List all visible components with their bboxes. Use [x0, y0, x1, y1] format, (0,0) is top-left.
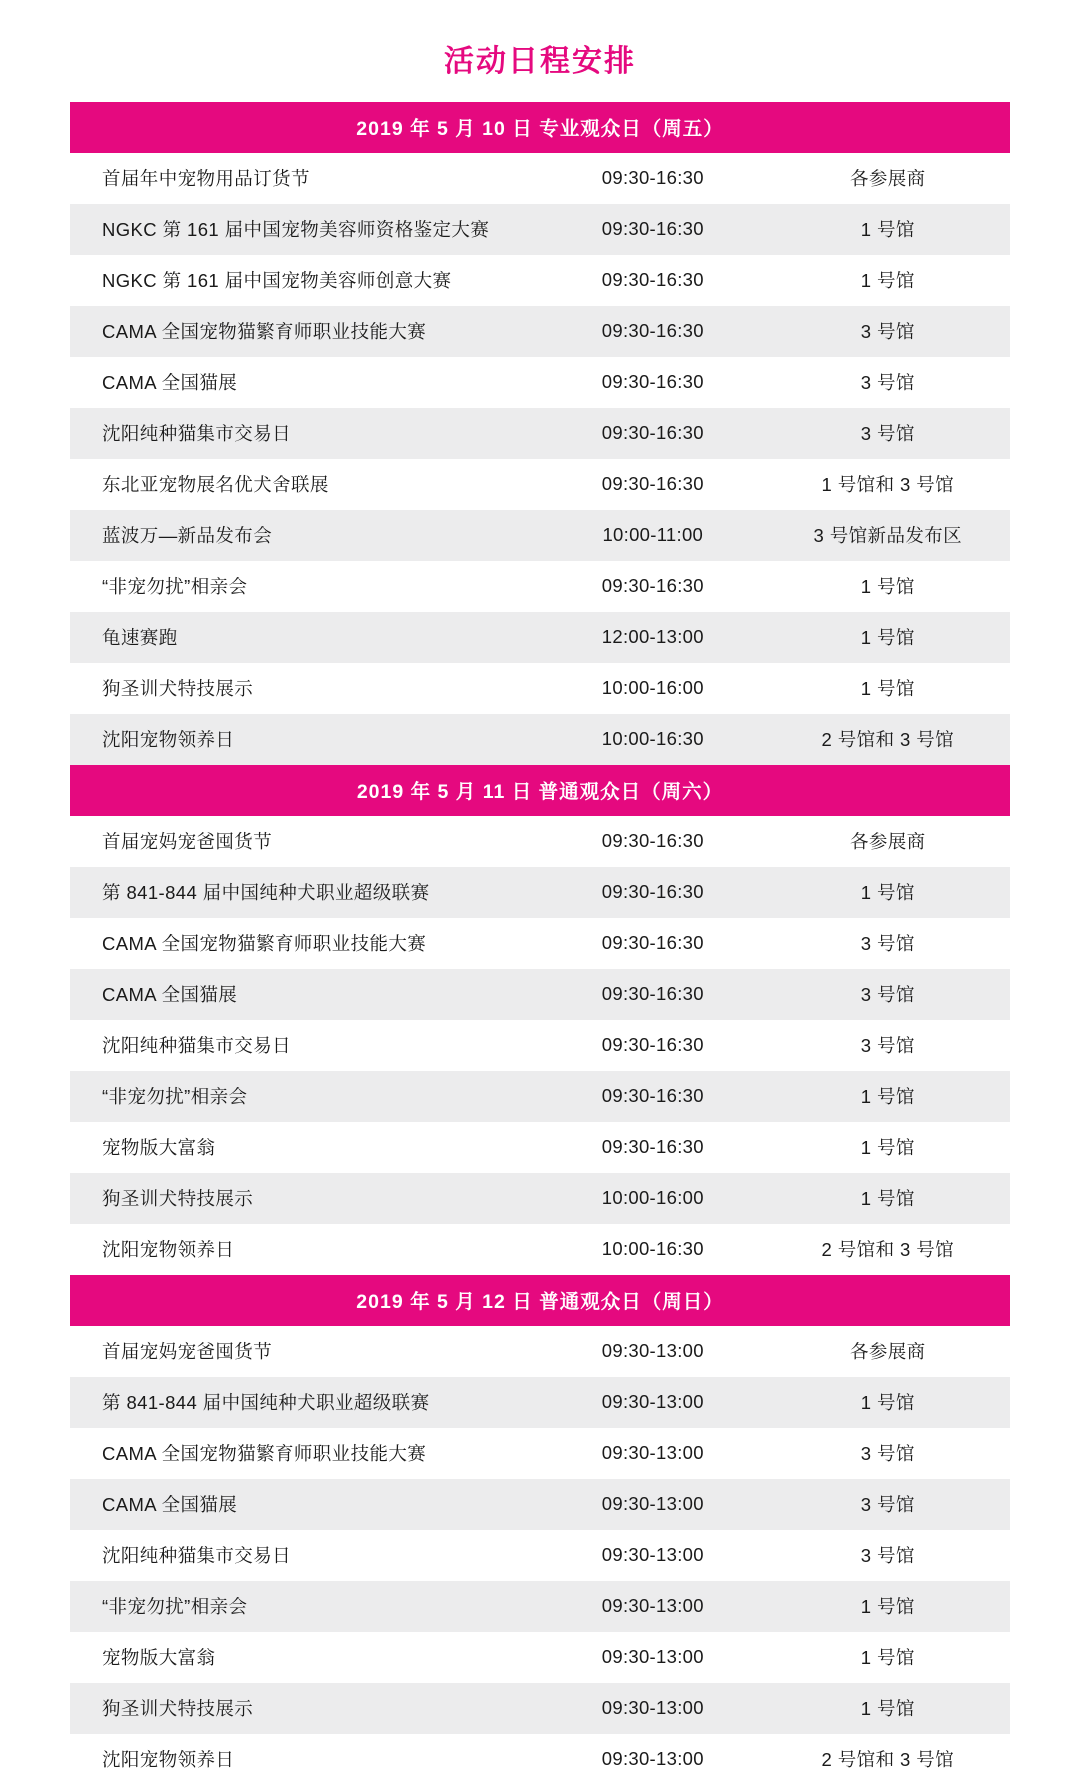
event-time-cell: 10:00-16:00 — [601, 677, 704, 698]
event-name-cell: 沈阳纯种猫集市交易日 — [70, 408, 540, 459]
event-name-cell: 沈阳宠物领养日 — [102, 1239, 235, 1260]
event-name-cell: 首届年中宠物用品订货节 — [102, 168, 310, 189]
event-venue-cell: 1 号馆 — [766, 1683, 1010, 1734]
event-venue-cell: 3 号馆 — [766, 969, 1010, 1020]
table-row — [70, 510, 1010, 561]
event-name-cell: 东北亚宠物展名优犬舍联展 — [102, 474, 329, 495]
event-name-cell: 沈阳宠物领养日 — [70, 714, 540, 765]
page-title: 活动日程安排 — [444, 45, 636, 78]
table-row — [70, 153, 1010, 204]
day-header-row — [70, 102, 1010, 153]
event-time-cell: 10:00-16:30 — [540, 714, 766, 765]
event-name-cell: 宠物版大富翁 — [102, 1137, 216, 1158]
table-row — [70, 1530, 1010, 1581]
event-time-cell: 09:30-16:30 — [540, 204, 766, 255]
table-row — [70, 714, 1010, 765]
event-time-cell: 09:30-13:00 — [540, 1683, 766, 1734]
event-time-cell: 09:30-16:30 — [601, 167, 704, 188]
event-venue-cell: 3 号馆 — [766, 306, 1010, 357]
table-row — [70, 561, 1010, 612]
event-time-cell: 09:30-13:00 — [601, 1340, 704, 1361]
event-time-cell: 09:30-13:00 — [601, 1544, 704, 1565]
event-name-cell: NGKC 第 161 届中国宠物美容师资格鉴定大赛 — [70, 204, 540, 255]
event-venue-cell: 1 号馆 — [766, 1173, 1010, 1224]
table-row — [70, 1734, 1010, 1785]
event-venue-cell: 2 号馆和 3 号馆 — [821, 1749, 955, 1770]
table-row — [70, 306, 1010, 357]
table-row — [70, 663, 1010, 714]
event-name-cell: 沈阳纯种猫集市交易日 — [102, 1035, 292, 1056]
table-row — [70, 1479, 1010, 1530]
event-time-cell: 09:30-16:30 — [601, 830, 704, 851]
event-venue-cell: 2 号馆和 3 号馆 — [821, 1239, 955, 1260]
table-row — [70, 867, 1010, 918]
event-name-cell: “非宠勿扰”相亲会 — [102, 576, 248, 597]
event-time-cell: 09:30-16:30 — [601, 1034, 704, 1055]
event-venue-cell: 3 号馆 — [860, 1035, 915, 1056]
event-name-cell: CAMA 全国猫展 — [102, 372, 238, 393]
event-venue-cell: 3 号馆 — [860, 1545, 915, 1566]
event-time-cell: 09:30-16:30 — [601, 473, 704, 494]
event-name-cell: CAMA 全国宠物猫繁育师职业技能大赛 — [102, 933, 427, 954]
event-time-cell: 10:00-11:00 — [540, 510, 766, 561]
event-time-cell: 09:30-13:00 — [601, 1646, 704, 1667]
table-row — [70, 918, 1010, 969]
event-time-cell: 09:30-16:30 — [601, 269, 704, 290]
event-venue-cell: 1 号馆 — [766, 612, 1010, 663]
day-header-label: 2019 年 5 月 12 日 普通观众日（周日） — [70, 1275, 1010, 1326]
event-name-cell: CAMA 全国猫展 — [70, 1479, 540, 1530]
event-name-cell: 狗圣训犬特技展示 — [70, 1173, 540, 1224]
event-venue-cell: 3 号馆 — [860, 1443, 915, 1464]
event-name-cell: 第 841-844 届中国纯种犬职业超级联赛 — [70, 1377, 540, 1428]
event-name-cell: 首届宠妈宠爸囤货节 — [102, 831, 273, 852]
event-venue-cell: 3 号馆 — [766, 1479, 1010, 1530]
table-row — [70, 1428, 1010, 1479]
event-time-cell: 09:30-16:30 — [540, 1071, 766, 1122]
event-venue-cell: 各参展商 — [849, 831, 926, 852]
table-row — [70, 408, 1010, 459]
event-venue-cell: 3 号馆 — [860, 933, 915, 954]
table-row — [70, 1581, 1010, 1632]
event-time-cell: 09:30-13:00 — [601, 1748, 704, 1769]
table-row — [70, 1632, 1010, 1683]
event-venue-cell: 各参展商 — [849, 168, 926, 189]
event-name-cell: CAMA 全国猫展 — [70, 969, 540, 1020]
event-venue-cell: 1 号馆 — [860, 576, 915, 597]
event-time-cell: 09:30-13:00 — [540, 1377, 766, 1428]
event-venue-cell: 1 号馆 — [860, 678, 915, 699]
table-row — [70, 1173, 1010, 1224]
event-time-cell: 09:30-16:30 — [601, 371, 704, 392]
event-name-cell: 宠物版大富翁 — [102, 1647, 216, 1668]
table-row — [70, 1683, 1010, 1734]
event-time-cell: 10:00-16:00 — [540, 1173, 766, 1224]
event-name-cell: 首届宠妈宠爸囤货节 — [102, 1341, 273, 1362]
event-venue-cell: 1 号馆 — [766, 1071, 1010, 1122]
event-time-cell: 09:30-13:00 — [601, 1442, 704, 1463]
table-row — [70, 357, 1010, 408]
event-name-cell: 龟速赛跑 — [70, 612, 540, 663]
table-row — [70, 1326, 1010, 1377]
event-venue-cell: 1 号馆 — [860, 1647, 915, 1668]
event-name-cell: 沈阳宠物领养日 — [102, 1749, 235, 1770]
event-time-cell: 09:30-16:30 — [601, 575, 704, 596]
event-name-cell: 沈阳纯种猫集市交易日 — [102, 1545, 292, 1566]
event-venue-cell: 各参展商 — [849, 1341, 926, 1362]
table-row — [70, 1224, 1010, 1275]
event-time-cell: 09:30-16:30 — [540, 408, 766, 459]
event-name-cell: NGKC 第 161 届中国宠物美容师创意大赛 — [102, 270, 452, 291]
event-name-cell: “非宠勿扰”相亲会 — [70, 1071, 540, 1122]
event-time-cell: 09:30-13:00 — [540, 1479, 766, 1530]
table-row — [70, 459, 1010, 510]
event-time-cell: 09:30-16:30 — [601, 1136, 704, 1157]
event-venue-cell: 1 号馆和 3 号馆 — [821, 474, 955, 495]
day-header-row — [70, 765, 1010, 816]
event-time-cell: 09:30-16:30 — [540, 969, 766, 1020]
event-venue-cell: 1 号馆 — [766, 1377, 1010, 1428]
event-time-cell: 10:00-16:30 — [601, 1238, 704, 1259]
event-venue-cell: 1 号馆 — [766, 867, 1010, 918]
event-name-cell: 第 841-844 届中国纯种犬职业超级联赛 — [70, 867, 540, 918]
event-time-cell: 12:00-13:00 — [540, 612, 766, 663]
event-venue-cell: 1 号馆 — [860, 1137, 915, 1158]
event-time-cell: 09:30-16:30 — [601, 932, 704, 953]
event-name-cell: “非宠勿扰”相亲会 — [70, 1581, 540, 1632]
event-name-cell: 狗圣训犬特技展示 — [70, 1683, 540, 1734]
event-name-cell: 狗圣训犬特技展示 — [102, 678, 254, 699]
day-header-label: 2019 年 5 月 11 日 普通观众日（周六） — [70, 765, 1010, 816]
event-venue-cell: 1 号馆 — [766, 204, 1010, 255]
table-row — [70, 1071, 1010, 1122]
event-name-cell: 蓝波万—新品发布会 — [70, 510, 540, 561]
event-venue-cell: 1 号馆 — [766, 1581, 1010, 1632]
table-row — [70, 969, 1010, 1020]
event-venue-cell: 3 号馆 — [860, 372, 915, 393]
day-header-label: 2019 年 5 月 10 日 专业观众日（周五） — [70, 102, 1010, 153]
event-venue-cell: 2 号馆和 3 号馆 — [766, 714, 1010, 765]
event-time-cell: 09:30-16:30 — [540, 306, 766, 357]
schedule-table — [70, 102, 1010, 1785]
table-row — [70, 1020, 1010, 1071]
event-time-cell: 09:30-13:00 — [540, 1581, 766, 1632]
event-name-cell: CAMA 全国宠物猫繁育师职业技能大赛 — [102, 1443, 427, 1464]
table-row — [70, 255, 1010, 306]
event-venue-cell: 3 号馆新品发布区 — [766, 510, 1010, 561]
table-row — [70, 204, 1010, 255]
event-venue-cell: 3 号馆 — [766, 408, 1010, 459]
table-row — [70, 1377, 1010, 1428]
table-row — [70, 1122, 1010, 1173]
table-row — [70, 816, 1010, 867]
day-header-row — [70, 1275, 1010, 1326]
event-time-cell: 09:30-16:30 — [540, 867, 766, 918]
event-venue-cell: 1 号馆 — [860, 270, 915, 291]
event-name-cell: CAMA 全国宠物猫繁育师职业技能大赛 — [70, 306, 540, 357]
table-row — [70, 612, 1010, 663]
